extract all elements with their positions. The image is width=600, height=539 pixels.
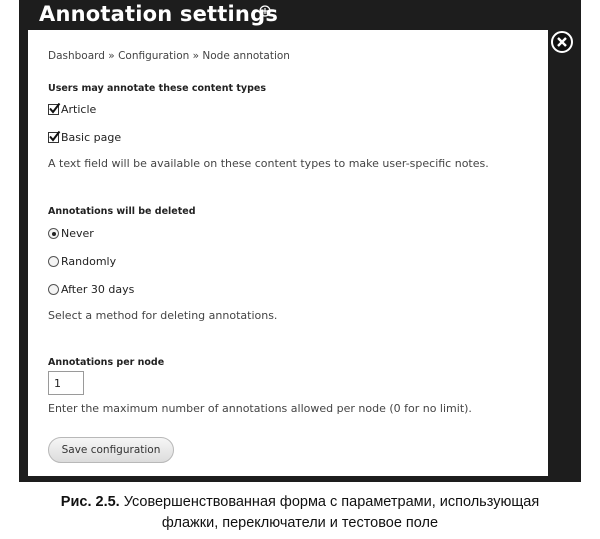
radio-after-30-days-label: After 30 days: [61, 283, 135, 296]
radio-never[interactable]: [48, 227, 94, 240]
content-types-description: A text field will be available on these content types to make user-specific notes.: [48, 157, 489, 170]
dialog-title-bar: [19, 0, 581, 30]
checkbox-article-box[interactable]: [48, 104, 59, 115]
radio-randomly[interactable]: [48, 255, 116, 268]
dialog-title: Annotation settings: [39, 2, 279, 26]
checkbox-basic-page-label: Basic page: [61, 131, 122, 144]
save-configuration-button[interactable]: Save configuration: [48, 437, 174, 463]
limit-description: Enter the maximum number of annotations allowed per node (0 for no limit).: [48, 402, 472, 415]
add-shortcut-icon[interactable]: [259, 5, 271, 17]
deletion-description: Select a method for deleting annotations.: [48, 309, 278, 322]
breadcrumb[interactable]: Dashboard » Configuration » Node annotation: [48, 50, 290, 62]
checkmark-icon: [48, 102, 61, 115]
limit-label: Annotations per node: [48, 357, 165, 368]
dialog-frame: [19, 0, 581, 482]
radio-never-button[interactable]: [48, 228, 59, 239]
radio-randomly-label: Randomly: [61, 255, 117, 268]
figure-caption-line2: флажки, переключатели и тестовое поле: [161, 515, 439, 531]
figure-caption-text: Усовершенствованная форма с параметрами, использующая: [123, 494, 540, 510]
radio-after-30-days-button[interactable]: [48, 284, 59, 295]
annotations-limit-input[interactable]: [48, 371, 84, 395]
radio-never-label: Never: [61, 227, 94, 240]
figure-number: Рис. 2.5.: [60, 494, 120, 510]
checkbox-article-label: Article: [61, 103, 97, 116]
deletion-label: Annotations will be deleted: [48, 206, 196, 217]
figure-caption-line1: [0, 494, 600, 510]
checkbox-basic-page-box[interactable]: [48, 132, 59, 143]
radio-after-30-days[interactable]: [48, 283, 134, 296]
checkmark-icon: [48, 130, 61, 143]
content-types-label: Users may annotate these content types: [48, 83, 266, 94]
settings-panel: [28, 30, 548, 476]
radio-randomly-button[interactable]: [48, 256, 59, 267]
checkbox-basic-page[interactable]: [48, 131, 121, 144]
checkbox-article[interactable]: [48, 103, 96, 116]
close-icon[interactable]: [550, 30, 574, 54]
